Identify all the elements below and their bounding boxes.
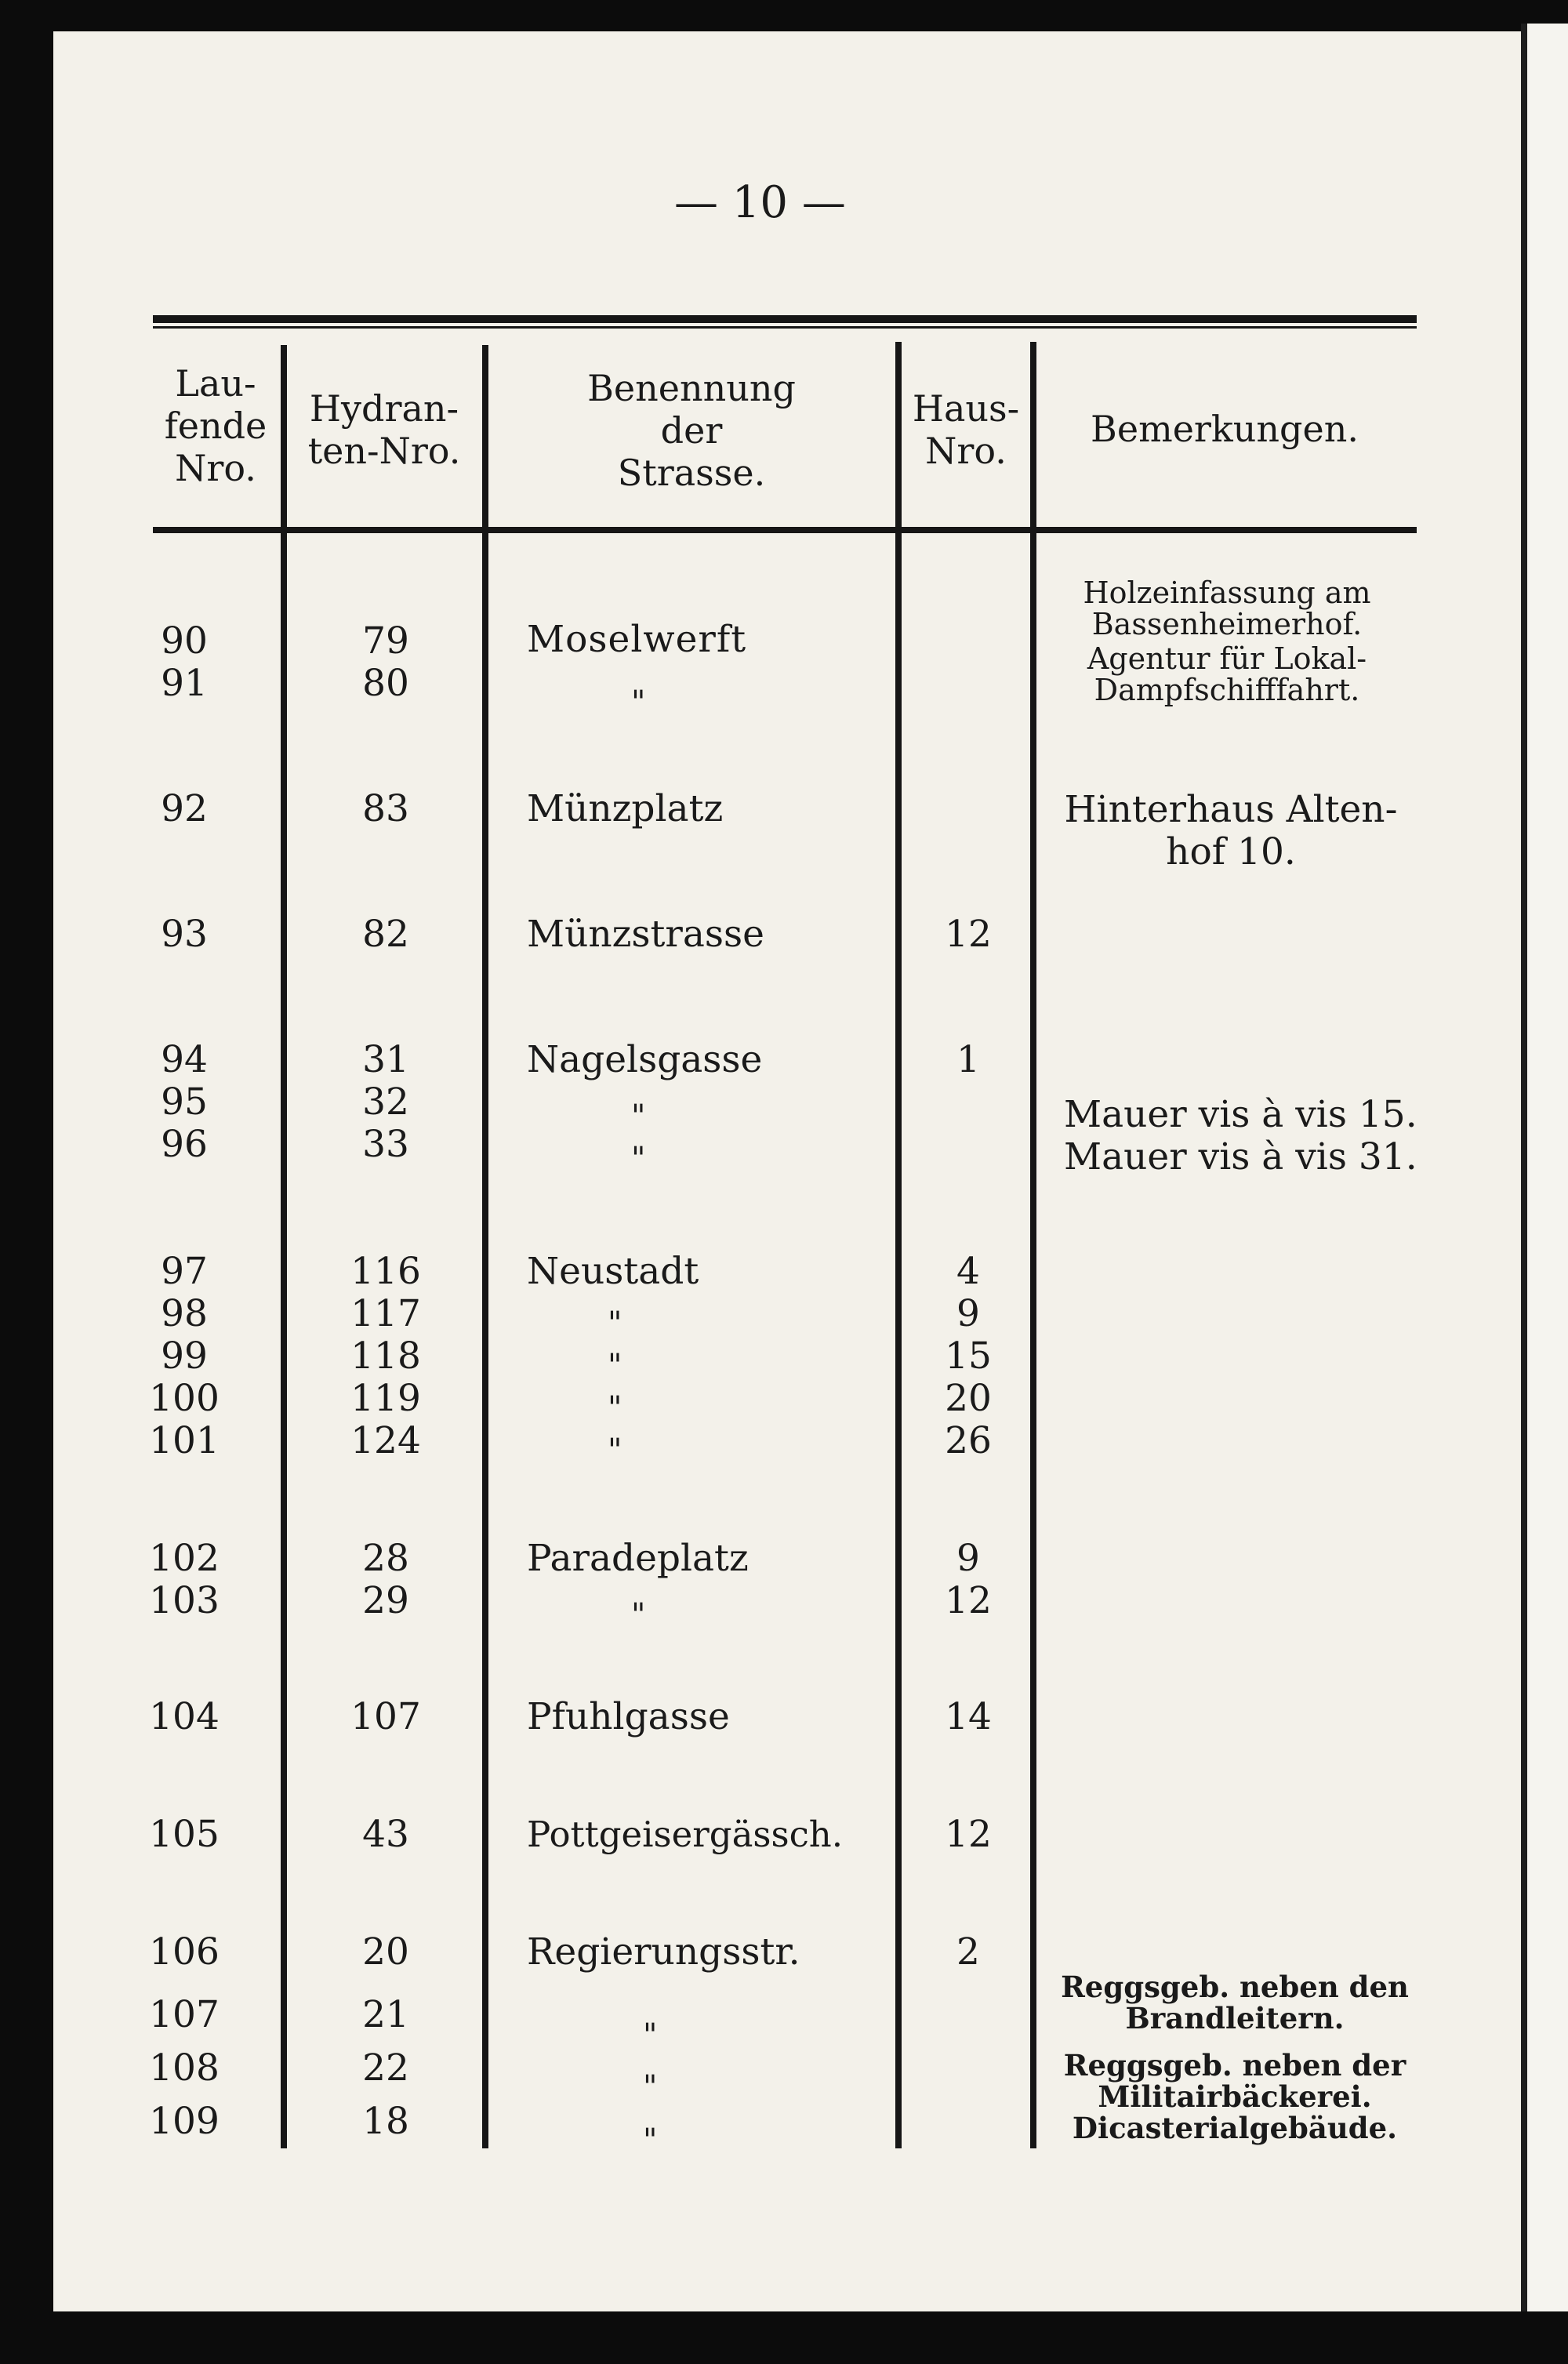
adjacent-page-strip [1527, 24, 1568, 2329]
hydrant-nr: 83 [362, 787, 409, 830]
house-nr: 9 [956, 1537, 980, 1580]
laufende-nr: 102 [149, 1537, 220, 1580]
hydrant-nr: 119 [350, 1377, 421, 1420]
column-rule-2 [482, 345, 488, 2148]
house-nr: 15 [945, 1335, 992, 1378]
street-name: Nagelsgasse [527, 1038, 763, 1081]
house-nr: 20 [945, 1377, 992, 1420]
house-nr: 26 [945, 1419, 992, 1462]
house-nr: 9 [956, 1292, 980, 1335]
laufende-nr: 104 [149, 1695, 220, 1738]
ditto-mark: " [631, 685, 646, 721]
ditto-mark: " [631, 1597, 646, 1633]
scan-background [0, 2311, 1568, 2364]
hydrant-nr: 80 [362, 662, 409, 705]
street-name: Pfuhlgasse [527, 1695, 730, 1738]
remark: Mauer vis à vis 31. [1064, 1135, 1417, 1178]
laufende-nr: 94 [161, 1038, 208, 1081]
street-name: Regierungsstr. [527, 1930, 800, 1974]
hydrant-nr: 29 [362, 1579, 409, 1622]
laufende-nr: 91 [161, 662, 208, 705]
laufende-nr: 109 [149, 2100, 220, 2143]
ditto-mark: " [608, 1305, 622, 1342]
remark: Holzeinfassung am Bassenheimerhof. [1083, 576, 1371, 641]
ditto-mark: " [608, 1348, 622, 1384]
remark: Mauer vis à vis 15. [1064, 1093, 1417, 1136]
hydrant-nr: 118 [350, 1335, 421, 1378]
house-nr: 12 [945, 1813, 992, 1856]
hydrant-nr: 33 [362, 1123, 409, 1166]
hydrant-nr: 107 [350, 1695, 421, 1738]
hydrant-nr: 79 [362, 619, 409, 663]
house-nr: 12 [945, 1579, 992, 1622]
laufende-nr: 98 [161, 1292, 208, 1335]
ditto-mark: " [631, 1141, 646, 1177]
remark: Reggsgeb. neben den Brandleitern. [1061, 1970, 1409, 2035]
hydrant-nr: 43 [362, 1813, 409, 1856]
house-nr: 12 [945, 913, 992, 956]
header-hydranten-nro: Hydran- ten-Nro. [307, 387, 461, 472]
house-nr: 1 [956, 1038, 980, 1081]
column-rule-3 [895, 342, 902, 2148]
header-bemerkungen: Bemerkungen. [1091, 408, 1359, 450]
top-rule-thin [153, 326, 1417, 329]
laufende-nr: 100 [149, 1377, 220, 1420]
ditto-mark: " [643, 2017, 658, 2054]
hydrant-nr: 82 [362, 913, 409, 956]
column-rule-1 [281, 345, 287, 2148]
house-nr: 2 [956, 1930, 980, 1974]
page-number: — 10 — [674, 177, 846, 228]
street-name: Moselwerft [527, 618, 747, 661]
laufende-nr: 95 [161, 1080, 208, 1124]
laufende-nr: 106 [149, 1930, 220, 1974]
header-haus-nro: Haus- Nro. [912, 387, 1020, 472]
hydrant-nr: 28 [362, 1537, 409, 1580]
laufende-nr: 99 [161, 1335, 208, 1378]
hydrant-nr: 117 [350, 1292, 421, 1335]
header-laufende-nro: Lau- fende Nro. [164, 362, 267, 489]
house-nr: 4 [956, 1250, 980, 1293]
street-name: Neustadt [527, 1250, 699, 1293]
hydrant-nr: 21 [362, 1993, 409, 2036]
laufende-nr: 96 [161, 1123, 208, 1166]
remark: Dicasterialgebäude. [1072, 2111, 1398, 2145]
laufende-nr: 93 [161, 913, 208, 956]
hydrant-nr: 20 [362, 1930, 409, 1974]
street-name: Münzplatz [527, 787, 724, 830]
hydrant-nr: 32 [362, 1080, 409, 1124]
laufende-nr: 97 [161, 1250, 208, 1293]
remark: Hinterhaus Alten- hof 10. [1064, 788, 1398, 873]
header-strasse: Benennung der Strasse. [587, 367, 796, 494]
hydrant-nr: 18 [362, 2100, 409, 2143]
hydrant-nr: 124 [350, 1419, 421, 1462]
laufende-nr: 105 [149, 1813, 220, 1856]
ditto-mark: " [631, 1098, 646, 1135]
laufende-nr: 107 [149, 1993, 220, 2036]
laufende-nr: 90 [161, 619, 208, 663]
house-nr: 14 [945, 1695, 992, 1738]
laufende-nr: 108 [149, 2046, 220, 2090]
hydrant-nr: 116 [350, 1250, 421, 1293]
remark: Agentur für Lokal- Dampfschifffahrt. [1087, 641, 1367, 707]
header-rule [153, 527, 1417, 533]
column-rule-4 [1030, 342, 1036, 2148]
street-name: Pottgeisergässch. [527, 1814, 844, 1855]
ditto-mark: " [643, 2123, 658, 2159]
hydrant-nr: 22 [362, 2046, 409, 2090]
ditto-mark: " [608, 1433, 622, 1469]
top-rule [153, 315, 1417, 323]
ditto-mark: " [643, 2069, 658, 2105]
laufende-nr: 101 [149, 1419, 220, 1462]
laufende-nr: 103 [149, 1579, 220, 1622]
laufende-nr: 92 [161, 787, 208, 830]
ditto-mark: " [608, 1390, 622, 1426]
remark: Reggsgeb. neben der Militairbäckerei. [1063, 2048, 1406, 2114]
hydrant-nr: 31 [362, 1038, 409, 1081]
street-name: Münzstrasse [527, 913, 764, 956]
street-name: Paradeplatz [527, 1537, 749, 1580]
